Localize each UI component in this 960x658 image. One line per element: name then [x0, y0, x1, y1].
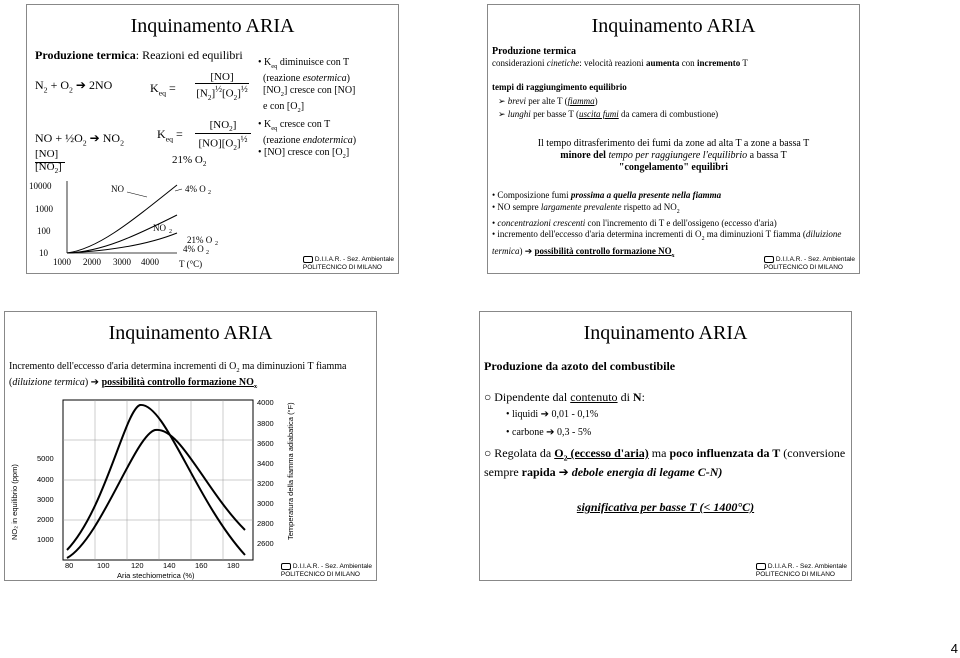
right-axis-label: Temperatura della fiamma adiabatica (°F) [286, 402, 295, 540]
slide-footer: D.I.I.A.R. - Sez. Ambientale POLITECNICO DI MILANO [280, 563, 372, 578]
right-tick: 4000 [257, 398, 274, 407]
x-tick: 120 [131, 561, 144, 570]
sub-liquidi: • liquidi ➔ 0,01 - 0,1% [506, 409, 599, 420]
svg-text:2: 2 [169, 229, 172, 235]
line-times: tempi di raggiungimento equilibrio [492, 82, 627, 92]
right-tick: 3000 [257, 499, 274, 508]
left-tick: 3000 [37, 495, 54, 504]
bullet-regulated: ○ Regolata da $O_2$ (eccesso d'aria) ma poco influenzata da T (conversione sempre rapida ➔ debole energia di legame C-N) [484, 446, 846, 480]
paragraph-freeze: Il tempo ditrasferimento dei fumi da zone ad alta T a zone a bassa T minore del tempo per raggiungere l'equilibrio a bassa T "congelamento" equilibri [537, 138, 810, 173]
right-tick: 3600 [257, 439, 274, 448]
x-tick: 100 [97, 561, 110, 570]
polimi-logo-icon [764, 256, 774, 263]
x-tick-3000: 3000 [113, 257, 131, 267]
slide-heading: Produzione termica: Reazioni ed equilibri [35, 48, 243, 62]
bullet-content: ○ Dipendente dal contenuto di N: [484, 390, 645, 404]
equilibrium-chart [27, 175, 267, 274]
bullet-list [492, 190, 852, 262]
right-tick: 3800 [257, 419, 274, 428]
curve-label-no2: NO [153, 223, 166, 233]
right-tick: 2800 [257, 519, 274, 528]
x-tick-1000: 1000 [53, 257, 71, 267]
ratio-label: [NO] $[NO_2]$ [35, 148, 62, 176]
y-tick-10000: 10000 [29, 181, 52, 191]
y-tick-1000: 1000 [35, 204, 53, 214]
polimi-logo-icon [281, 563, 291, 570]
curve-label-4o2-bottom: 4% O [183, 244, 204, 254]
curve-label-4o2-top: 4% O [185, 184, 206, 194]
left-axis-label: NO₂ in equilibrio (ppm) [10, 464, 19, 540]
x-tick: 180 [227, 561, 240, 570]
keq-fraction-2: $[NO_2]$ $[NO][O_2]^{\frac{1}{2}}$ [195, 119, 251, 152]
no2-temperature-chart [5, 390, 325, 581]
sub-lunghi: ➢ lunghi per basse T (uscita fumi da camera di combustione) [498, 109, 719, 119]
page-number: 4 [950, 641, 958, 656]
keq-fraction-1: [NO] $[N_2]^{\frac{1}{2}}[O_2]^{\frac{1}{2}}$ [196, 71, 248, 102]
curve-no2-4 [67, 233, 177, 253]
list-item: • incremento dell'eccesso d'aria determina incrementi di $O_2$ ma diminuzioni T fiamma (diluizione termica) ➔ possibilità controllo formazione $NO_x$ [492, 229, 842, 259]
slide-4 [479, 311, 852, 581]
note-low-t: significativa per basse T (< 1400°C) [576, 500, 755, 514]
right-tick: 3200 [257, 479, 274, 488]
slide-3 [4, 311, 377, 581]
polimi-logo-icon [756, 563, 766, 570]
bullet-keq-decreases: • $K_{eq}$ diminuisce con T (reazione esotermica) $[NO_2]$ cresce con [NO] e con $[O_2]$ [258, 57, 356, 114]
bullet-keq-increases: • $K_{eq}$ cresce con T (reazione endotermica) • [NO] cresce con $[O_2]$ [258, 119, 357, 160]
slide-title: Inquinamento ARIA [130, 15, 295, 37]
slide-footer: D.I.I.A.R. - Sez. Ambientale POLITECNICO DI MILANO [755, 563, 847, 578]
slide-title: Inquinamento ARIA [583, 322, 748, 344]
slide-title: Inquinamento ARIA [591, 15, 756, 37]
leader-no [127, 192, 147, 197]
svg-text:2: 2 [206, 250, 209, 256]
y-tick-100: 100 [37, 226, 51, 236]
x-tick: 80 [65, 561, 74, 570]
reaction-1: $N_2 + O_2$ ➔ 2NO [35, 78, 113, 95]
leader-4o2 [175, 189, 182, 191]
svg-text:2: 2 [208, 190, 211, 196]
x-tick-2000: 2000 [83, 257, 101, 267]
y-tick-10: 10 [39, 248, 48, 258]
x-tick: 160 [195, 561, 208, 570]
curve-label-21o2: 21% O [187, 235, 213, 245]
slide-footer: D.I.I.A.R. - Sez. Ambientale POLITECNICO DI MILANO [302, 256, 394, 271]
right-tick: 3400 [257, 459, 274, 468]
reaction-2: NO + $\frac{1}{2}O_2$ ➔ $NO_2$ [35, 131, 124, 148]
list-item: • concentrazioni crescenti con l'incremento di T e dell'ossigeno (eccesso d'aria) [492, 217, 777, 228]
x-axis-label: Aria stechiometrica (%) [117, 571, 195, 580]
keq-label-2: $K_{eq}$ = [157, 127, 183, 144]
x-unit: T (°C) [179, 259, 203, 269]
slide-2 [487, 4, 860, 274]
left-tick: 5000 [37, 454, 54, 463]
slide-footer: D.I.I.A.R. - Sez. Ambientale POLITECNICO DI MILANO [763, 256, 855, 271]
sub-brevi: ➢ brevi per alte T (fiamma) [498, 96, 598, 106]
ratio-fraction-line [35, 162, 65, 163]
sub-carbone: • carbone ➔ 0,3 - 5% [506, 427, 592, 438]
list-item: • Composizione fumi prossima a quella presente nella fiamma [492, 190, 722, 200]
slide-heading: Produzione termica [492, 46, 576, 57]
x-tick-4000: 4000 [141, 257, 159, 267]
svg-text:2: 2 [215, 241, 218, 247]
right-tick: 2600 [257, 539, 274, 548]
slide-title: Inquinamento ARIA [108, 322, 273, 344]
keq-label-1: $K_{eq}$ = [150, 81, 176, 98]
o2-21-label: 21% $O_2$ [172, 154, 207, 169]
curve-no [67, 185, 177, 253]
slide-1 [26, 4, 399, 274]
slide-text: Incremento dell'eccesso d'aria determina incrementi di $O_2$ ma diminuzioni T fiamma (diluizione termica) ➔ possibilità controllo formazione $NO_x$ [9, 361, 347, 390]
curve-label-no: NO [111, 184, 124, 194]
left-tick: 4000 [37, 475, 54, 484]
list-item: • NO sempre largamente prevalente rispetto ad $NO_2$ [492, 201, 680, 215]
curve-no2 [67, 430, 245, 558]
left-tick: 1000 [37, 535, 54, 544]
x-tick: 140 [163, 561, 176, 570]
polimi-logo-icon [303, 256, 313, 263]
line-kinetics: considerazioni cinetiche: velocità reazioni aumenta con incremento T [492, 58, 748, 68]
left-tick: 2000 [37, 515, 54, 524]
slide-heading: Produzione da azoto del combustibile [484, 359, 676, 373]
